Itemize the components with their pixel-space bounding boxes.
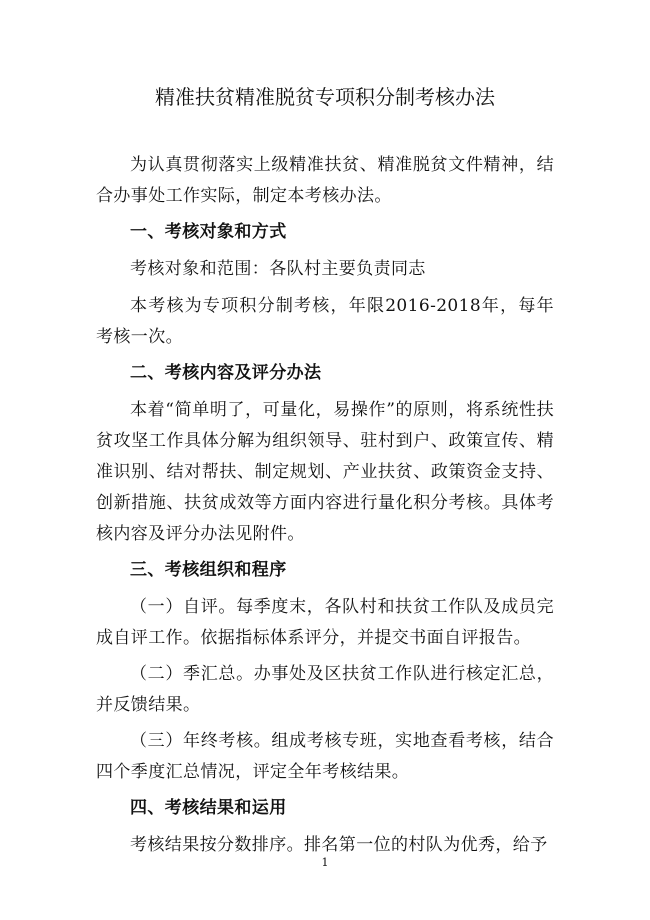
section-heading-4: 四、考核结果和运用 xyxy=(130,798,287,818)
section-3-paragraph-3: （三）年终考核。组成考核专班，实地查看考核，结合四个季度汇总情况，评定全年考核结果。 xyxy=(96,731,554,782)
page-number: 1 xyxy=(321,856,329,869)
section-heading-1: 一、考核对象和方式 xyxy=(130,222,287,242)
section-2-paragraph-1: 本着“简单明了，可量化，易操作”的原则，将系统性扶贫攻坚工作具体分解为组织领导、驻村到户、政策宣传、精准识别、结对帮扶、制定规划、产业扶贫、政策资金支持、创新措施、扶贫成效等方面内容进行量化积分考核。具体考核内容及评分办法见附件。 xyxy=(96,400,554,544)
document-body xyxy=(96,150,554,866)
section-heading-3: 三、考核组织和程序 xyxy=(130,560,287,580)
section-3-paragraph-1: （一）自评。每季度末，各队村和扶贫工作队及成员完成自评工作。依据指标体系评分，并提交书面自评报告。 xyxy=(96,597,554,648)
section-4-paragraph-1: 考核结果按分数排序。排名第一位的村队为优秀，给予 xyxy=(130,835,548,855)
section-1-paragraph-2: 本考核为专项积分制考核，年限2016-2018年，每年考核一次。 xyxy=(96,296,554,347)
document-title: 精准扶贫精准脱贫专项积分制考核办法 xyxy=(155,85,495,109)
intro-paragraph: 为认真贯彻落实上级精准扶贫、精准脱贫文件精神，结合办事处工作实际，制定本考核办法。 xyxy=(96,155,554,206)
section-1-paragraph-1: 考核对象和范围：各队村主要负责同志 xyxy=(130,259,426,279)
section-heading-2: 二、考核内容及评分办法 xyxy=(130,363,322,383)
section-3-paragraph-2: （二）季汇总。办事处及区扶贫工作队进行核定汇总，并反馈结果。 xyxy=(96,664,554,715)
